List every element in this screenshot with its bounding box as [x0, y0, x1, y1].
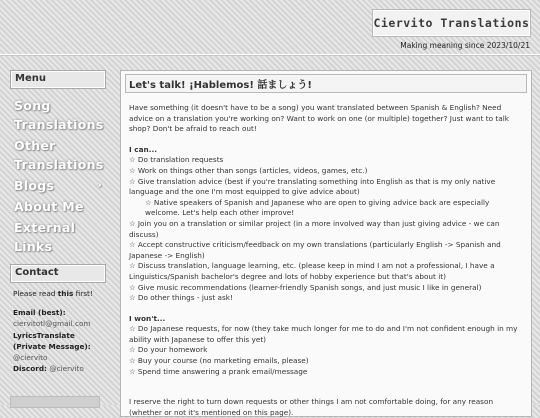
- can-item: ☆ Give music recommendations (learner-friendly Spanish songs, and just music I like in general): [129, 282, 482, 292]
- main-panel: [120, 70, 532, 417]
- can-item: ☆ Do other things - just ask!: [129, 293, 233, 303]
- intro-paragraph: Have something (it doesn't have to be a song) you want translated between Spanish & English? Need advice on a translation you're working on? Want to work on one (or multiple) together? Just want to talk shop? Don't be afraid to reach out!: [129, 103, 510, 134]
- site-title[interactable]: Ciervito Translations: [373, 16, 530, 30]
- sidebar-bottom-box: [10, 396, 100, 408]
- menu-item-other-translations[interactable]: Other Translations: [14, 138, 104, 172]
- page-title: Let's talk! ¡Hablemos! 話ましょう!: [125, 74, 527, 93]
- can-item: ☆ Join you on a translation or similar project (in a more involved way than just giving advice - we can discuss): [129, 218, 500, 239]
- contact-section: [10, 264, 106, 374]
- site-tagline: Making meaning since 2023/10/21: [400, 41, 530, 50]
- wont-item: ☆ Do your homework: [129, 345, 208, 355]
- menu-item-about-me[interactable]: About Me: [14, 199, 84, 214]
- site-title-box[interactable]: [372, 9, 531, 37]
- menu-item-blogs-label: Blogs: [14, 178, 55, 193]
- page-content: [121, 93, 531, 418]
- menu-heading: Menu: [10, 70, 106, 89]
- header-divider: [0, 54, 540, 56]
- wont-item: ☆ Spend time answering a prank email/message: [129, 366, 308, 376]
- email-value[interactable]: ciervitotl@gmail.com: [13, 319, 91, 329]
- chevron-right-icon: ›: [97, 180, 102, 191]
- can-item: ☆ Accept constructive criticism/feedback on my own translations (particularly English -> Spanish and Japanese -> English): [129, 240, 501, 260]
- can-subitem: ☆ Native speakers of Spanish and Japanese who are open to giving advice back are especially welcome. Let's help each other improve!: [145, 197, 490, 218]
- lyricstranslate-label: LyricsTranslate (Private Message):: [13, 330, 91, 351]
- menu-item-song-translations[interactable]: Song Translations: [14, 98, 104, 132]
- menu-item-blogs[interactable]: [14, 176, 102, 195]
- contact-this-link[interactable]: this: [57, 289, 74, 298]
- discord-label: Discord:: [13, 364, 47, 374]
- contact-intro-pre: Please read: [13, 289, 58, 298]
- email-label: Email (best):: [13, 308, 66, 318]
- menu-item-external-links[interactable]: External Links: [14, 220, 76, 254]
- contact-body: [10, 283, 106, 374]
- can-item: ☆ Do translation requests: [129, 155, 224, 165]
- contact-heading: Contact: [10, 264, 106, 283]
- closing-paragraph: I reserve the right to turn down requests or other things I am not comfortable doing, for any reason (whether or not it's mentioned on this page).: [129, 397, 494, 417]
- lyricstranslate-value[interactable]: @ciervito: [13, 353, 48, 363]
- can-title: I can...: [129, 144, 158, 154]
- can-item: ☆ Give translation advice (best if you're translating something into English as that is my only native language and the one I'm most equipped to give advice about): [129, 176, 496, 197]
- sidebar: [10, 70, 106, 374]
- discord-value[interactable]: @ciervito: [49, 364, 84, 374]
- wont-item: ☆ Buy your course (no marketing emails, please): [129, 356, 309, 366]
- wont-title: I won't...: [129, 313, 166, 323]
- can-item: ☆ Discuss translation, language learning, etc. (please keep in mind I am not a professional, I have a Linguistics/Spanish bachelor's degree and lots of hobby experience but that's about it): [129, 261, 495, 281]
- wont-item: ☆ Do Japanese requests, for now (they take much longer for me to do and I'm not confident enough in my ability with Japanese to offer this yet): [129, 324, 518, 344]
- menu-list: [10, 89, 106, 260]
- can-item: ☆ Work on things other than songs (articles, videos, games, etc.): [129, 165, 368, 175]
- contact-intro-post: first!: [73, 289, 93, 298]
- contact-intro: [13, 288, 103, 299]
